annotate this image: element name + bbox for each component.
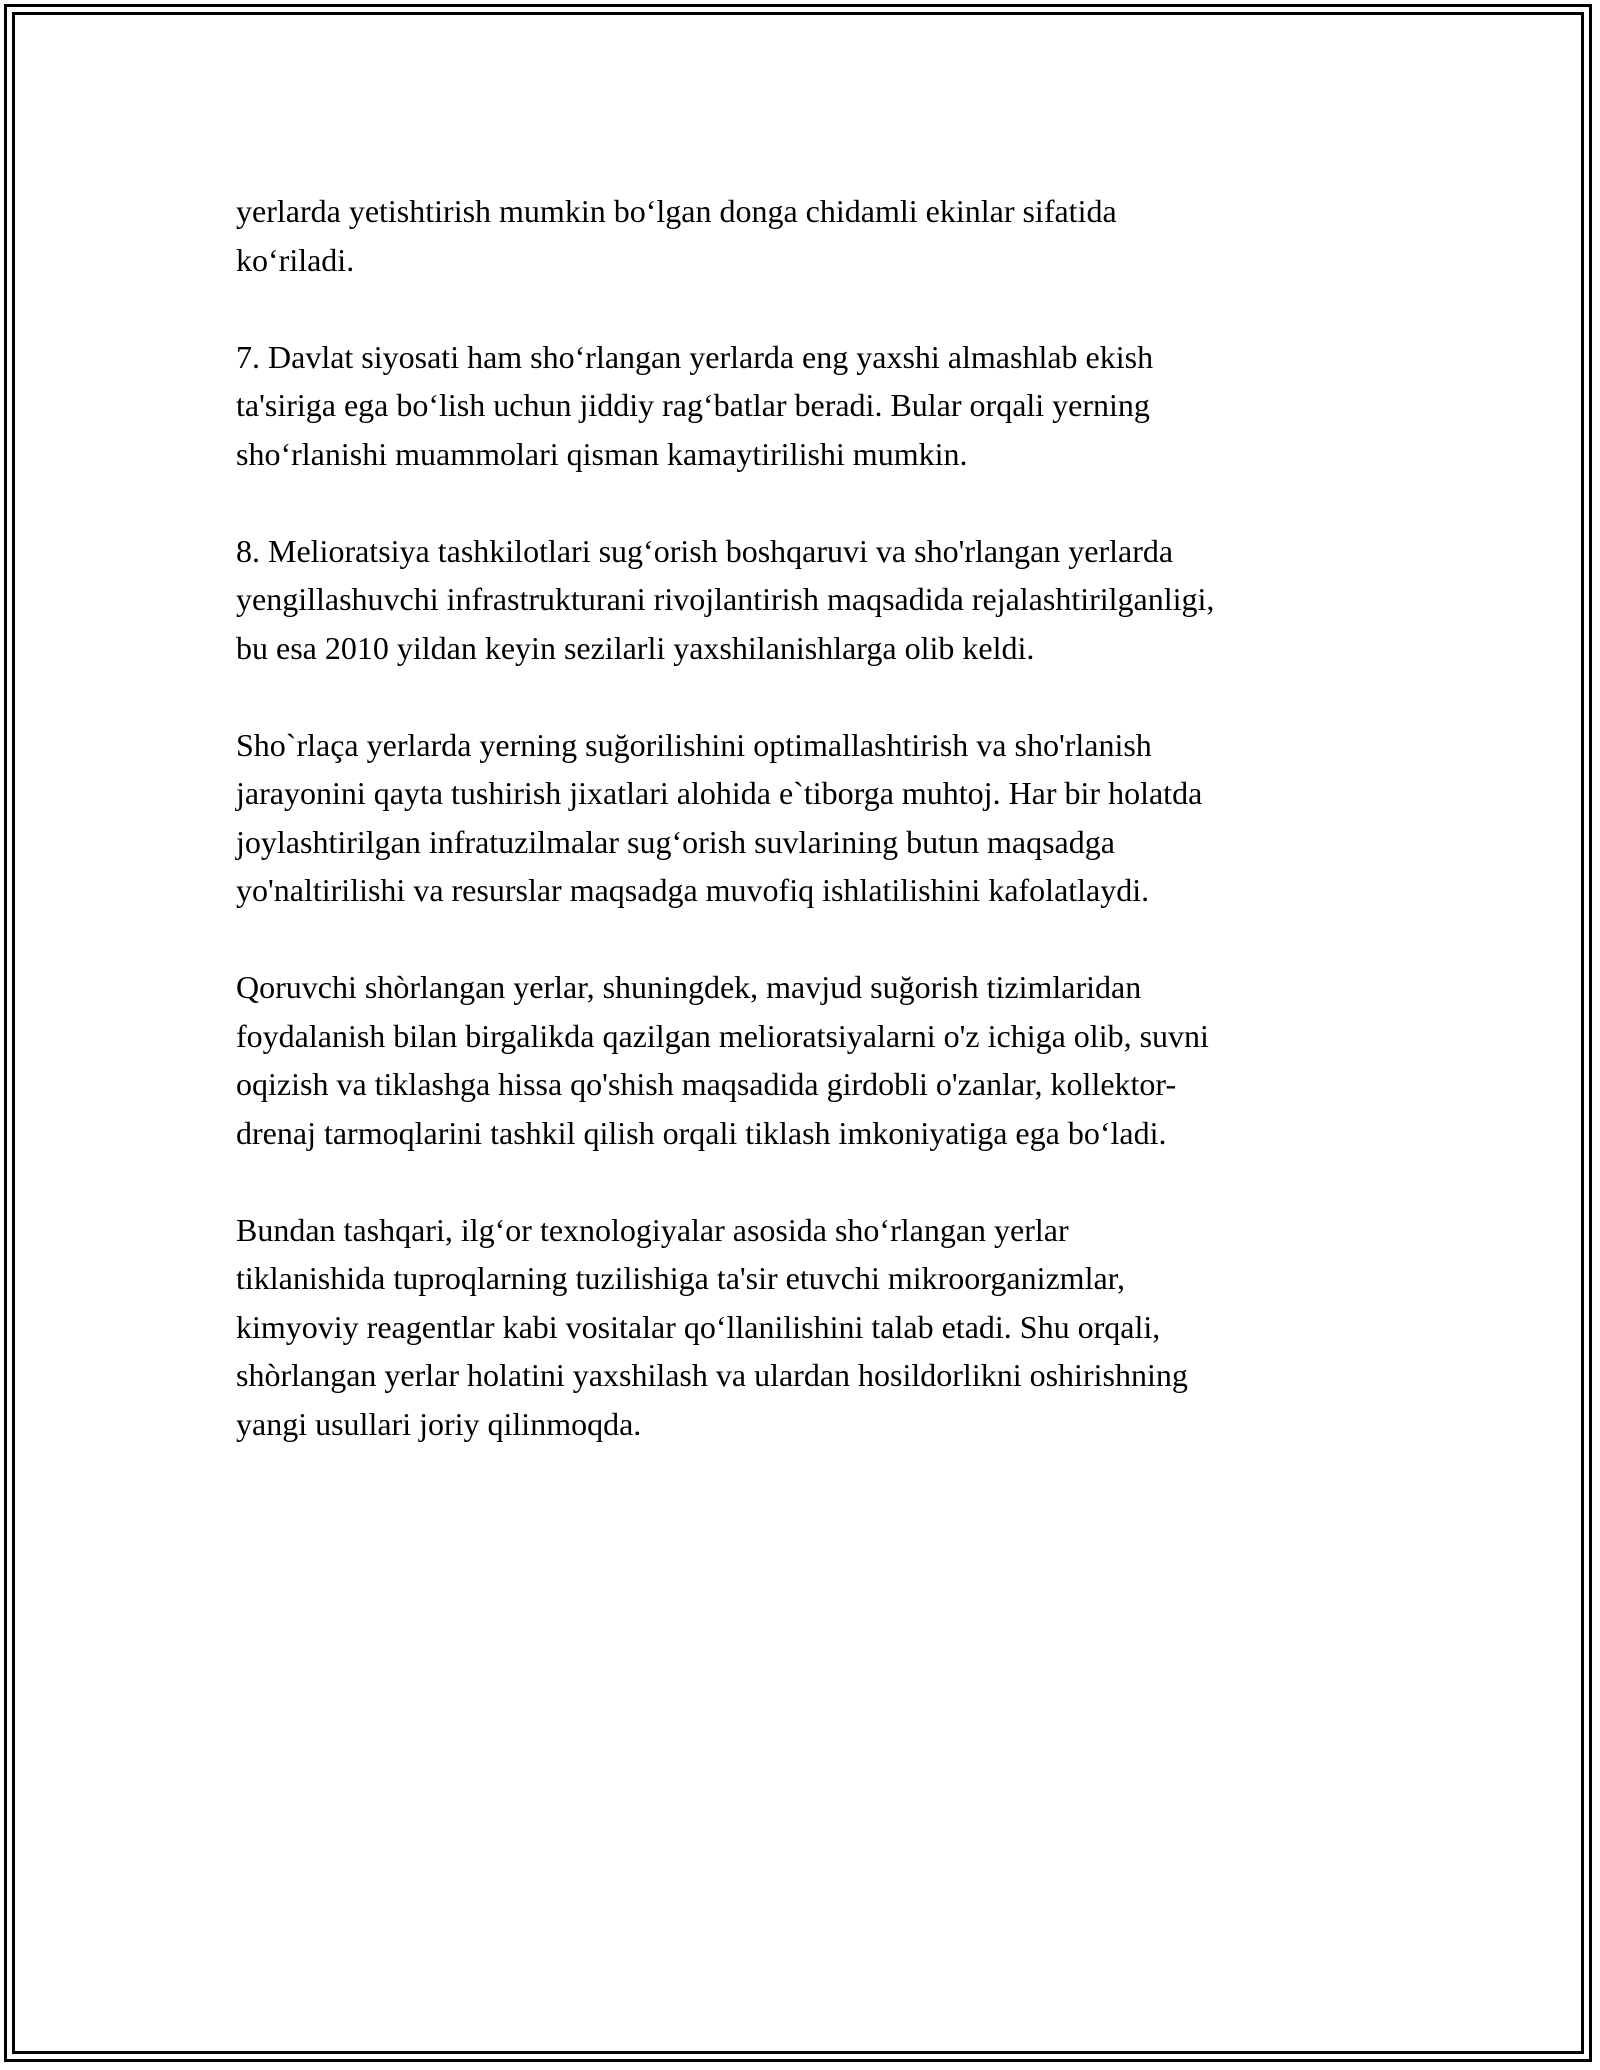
paragraph-continuation: yerlarda yetishtirish mumkin bo‘lgan donga chidamli ekinlar sifatida ko‘riladi. xyxy=(236,193,1117,278)
paragraph-drainage: Qoruvchi shòrlangan yerlar, shuningdek, mavjud suğorish tizimlaridan foydalanish bilan birgalikda qazilgan melioratsiyalarni o'z ichiga olib, suvni oqizish va tiklashga hissa qo'shish maqsadida girdobli o'zanlar, kollektor- drenaj tarmoqlarini tashkil qilish orqali tiklash imkoniyatiga ega bo‘ladi. xyxy=(236,969,1209,1151)
paragraph-irrigation: Sho`rlaça yerlarda yerning suğorilishini optimallashtirish va sho'rlanish jarayonini qayta tushirish jixatlari alohida e`tiborga muhtoj. Har bir holatda joylashtirilgan infratuzilmalar sug‘orish suvlarining butun maqsadga yo'naltirilishi va resurslar maqsadga muvofiq ishlatilishini kafolatlaydi. xyxy=(236,726,1203,908)
paragraph-item-7: 7. Davlat siyosati ham sho‘rlangan yerlarda eng yaxshi almashlab ekish ta'siriga ega bo‘lish uchun jiddiy rag‘batlar beradi. Bular orqali yerning sho‘rlanishi muammolari qisman kamaytirilishi mumkin. xyxy=(236,338,1154,472)
document-body xyxy=(236,187,1376,1497)
paragraph-item-8: 8. Melioratsiya tashkilotlari sug‘orish boshqaruvi va sho'rlangan yerlarda yengillashuvchi infrastrukturani rivojlantirish maqsadida rejalashtirilganligi, bu esa 2010 yildan keyin sezilarli yaxshilanishlarga olib keldi. xyxy=(236,532,1215,666)
paragraph-technologies: Bundan tashqari, ilg‘or texnologiyalar asosida sho‘rlangan yerlar tiklanishida tuproqlarning tuzilishiga ta'sir etuvchi mikroorganizmlar, kimyoviy reagentlar kabi vositalar qo‘llanilishini talab etadi. Shu orqali, shòrlangan yerlar holatini yaxshilash va ulardan hosildorlikni oshirishning yangi usullari joriy qilinmoqda. xyxy=(236,1211,1188,1442)
